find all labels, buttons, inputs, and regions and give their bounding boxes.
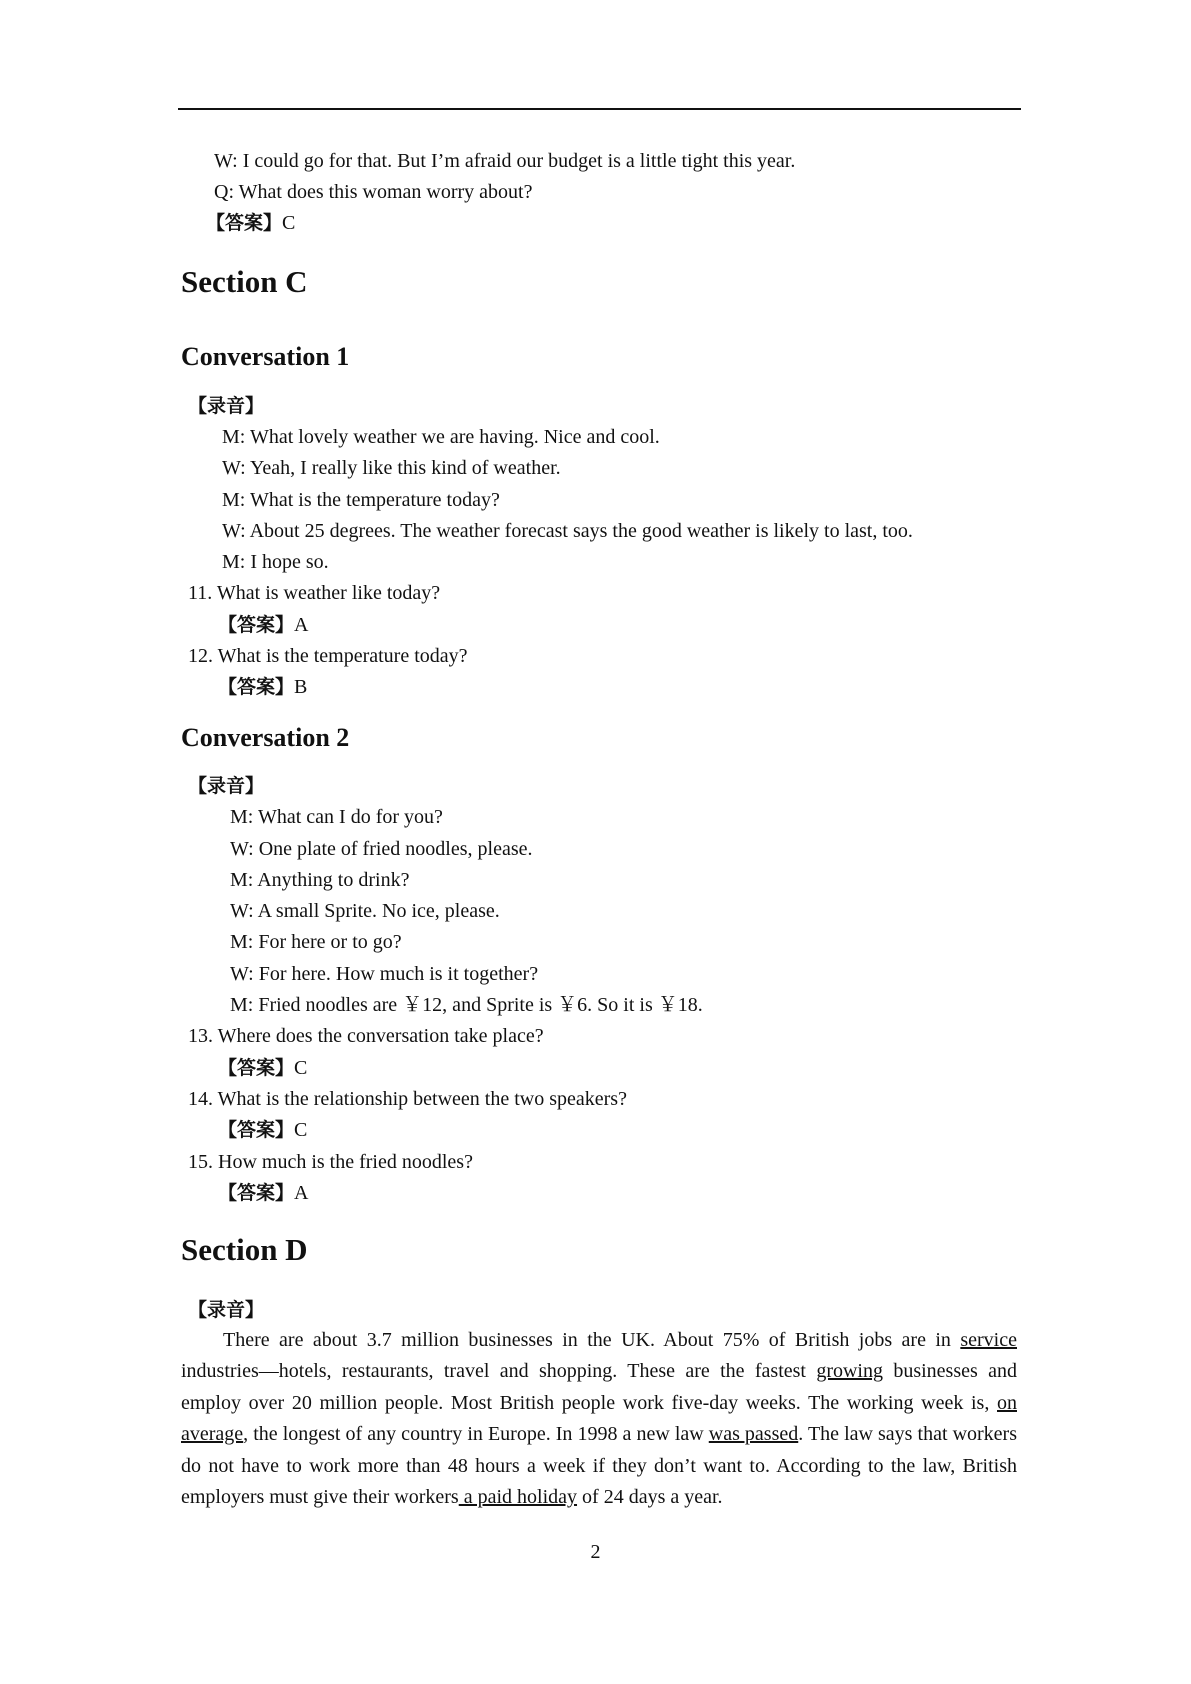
passage-text: . The law says that workers do not have to work more than 48 hours a week if they don’t want to. According to the law, British employers must give their workers (181, 1423, 1017, 1509)
dialogue-line: W: I could go for that. But I’m afraid our budget is a little tight this year. (214, 150, 796, 172)
dialogue-line: W: For here. How much is it together? (230, 963, 539, 985)
passage-text: There are about 3.7 million businesses in the UK. About 75% of British jobs are in (223, 1329, 961, 1351)
dialogue-line: W: About 25 degrees. The weather forecast says the good weather is likely to last, too. (222, 520, 913, 542)
answer-tag: 【答案】 (218, 614, 295, 636)
answer-value: B (294, 676, 308, 698)
question-line: Q: What does this woman worry about? (214, 181, 533, 203)
conversation-1-heading: Conversation 1 (181, 342, 350, 371)
recording-tag: 【录音】 (188, 395, 265, 417)
answer-line (206, 211, 295, 235)
header-rule (178, 108, 1021, 110)
page-number: 2 (590, 1541, 601, 1563)
question-line: 14. What is the relationship between the two speakers? (188, 1088, 627, 1110)
answer-value: A (294, 1182, 309, 1204)
dialogue-line: M: Anything to drink? (230, 869, 410, 891)
underlined-answer: growing (816, 1360, 883, 1383)
underlined-answer: a paid holiday (458, 1486, 578, 1509)
dialogue-line: M: What is the temperature today? (222, 489, 500, 511)
answer-tag: 【答案】 (218, 676, 295, 698)
dialogue-line: M: Fried noodles are ￥12, and Sprite is ￥6. So it is ￥18. (230, 994, 703, 1016)
answer-tag: 【答案】 (218, 1119, 295, 1141)
answer-value: A (294, 614, 309, 636)
conversation-2-heading: Conversation 2 (181, 723, 350, 752)
question-line: 13. Where does the conversation take place? (188, 1025, 544, 1047)
question-line: 11. What is weather like today? (188, 582, 441, 604)
dialogue-line: W: One plate of fried noodles, please. (230, 838, 533, 860)
passage-paragraph (181, 1325, 1017, 1513)
dialogue-line: M: What can I do for you? (230, 806, 443, 828)
answer-line (218, 1181, 308, 1205)
answer-line (218, 1056, 307, 1080)
passage-text: industries—hotels, restaurants, travel and shopping. These are the fastest (181, 1360, 817, 1383)
passage-text: , the longest of any country in Europe. In 1998 a new law (243, 1423, 709, 1446)
dialogue-line: W: Yeah, I really like this kind of weather. (222, 457, 561, 479)
passage-text: of 24 days a year. (577, 1486, 723, 1509)
answer-value: C (294, 1057, 308, 1079)
recording-tag: 【录音】 (188, 775, 265, 797)
passage-text: businesses and employ over 20 million people. Most British people work five-day weeks. The working week is, (181, 1360, 1017, 1414)
question-line: 15. How much is the fried noodles? (188, 1151, 473, 1173)
underlined-answer: was passed (708, 1423, 799, 1446)
recording-tag: 【录音】 (188, 1299, 265, 1321)
answer-value: C (282, 212, 296, 234)
answer-value: C (294, 1119, 308, 1141)
answer-tag: 【答案】 (218, 1182, 295, 1204)
underlined-answer: on average (181, 1391, 1017, 1446)
dialogue-line: M: What lovely weather we are having. Nice and cool. (222, 426, 660, 448)
section-c-heading: Section C (181, 264, 308, 299)
dialogue-line: W: A small Sprite. No ice, please. (230, 900, 500, 922)
answer-line (218, 1118, 307, 1142)
answer-line (218, 675, 307, 699)
dialogue-line: M: For here or to go? (230, 931, 402, 953)
answer-line (218, 613, 308, 637)
question-line: 12. What is the temperature today? (188, 645, 468, 667)
underlined-answer: service (960, 1329, 1017, 1351)
answer-tag: 【答案】 (218, 1057, 295, 1079)
dialogue-line: M: I hope so. (222, 551, 329, 573)
section-d-heading: Section D (181, 1232, 308, 1267)
answer-tag: 【答案】 (206, 212, 283, 234)
